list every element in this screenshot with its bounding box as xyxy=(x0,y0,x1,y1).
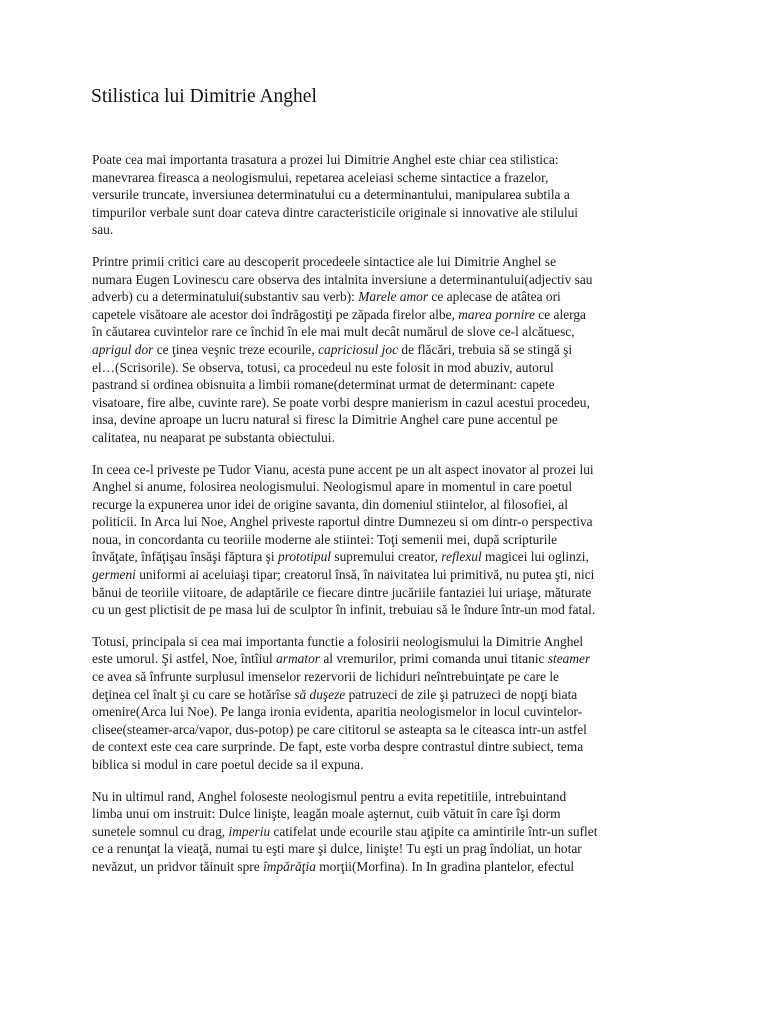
text-run: capetele visătoare ale acestor doi îndrăgostiţi pe zăpada firelor albe, xyxy=(92,306,459,322)
text-run: ce avea să înfrunte surplusul imenselor rezervorii de lichiduri neîntrebuinţate pe care le xyxy=(92,669,559,685)
paragraph xyxy=(92,253,714,447)
text-line xyxy=(92,323,714,341)
text-run: limba unui om instruit: Dulce linişte, leagăn moale aşternut, cuib vătuit în care îşi dorm xyxy=(92,806,561,822)
text-line xyxy=(92,566,714,584)
paragraph xyxy=(92,633,714,774)
text-run: omenire(Arca lui Noe). Pe langa ironia evidenta, aparitia neologismelor in locul cuvintelor- xyxy=(92,704,583,720)
paragraph xyxy=(92,151,714,239)
text-line xyxy=(92,341,714,359)
text-run: ce a renunţat la vieaţă, numai tu eşti mare şi dulce, linişte! Tu eşti un prag îndoliat, un hotar xyxy=(92,841,582,857)
text-line xyxy=(92,204,714,222)
text-line xyxy=(92,601,714,619)
text-line xyxy=(92,650,714,668)
text-run: deţinea cel înalt şi cu care se hotărîse xyxy=(92,686,295,702)
text-run: în căutarea cuvintelor rare ce închid în ele mai mult decât numărul de slove ce-l alcătuesc, xyxy=(92,324,575,340)
italic-phrase: să duşeze xyxy=(294,686,346,702)
text-line xyxy=(92,548,714,566)
text-run: calitatea, nu neaparat pe substanta obiectului. xyxy=(92,429,335,445)
text-run: el…(Scrisorile). Se observa, totusi, ca procedeul nu este folosit in mod abuziv, autorul xyxy=(92,359,554,375)
text-run: bănui de teoriile viitoare, de adaptările ce fiecare dintre jucăriile fantaziei lui uriaşe, măturate xyxy=(92,584,592,600)
italic-phrase: marea pornire xyxy=(458,306,535,322)
text-run: Printre primii critici care au descoperit procedeele sintactice ale lui Dimitrie Anghel se xyxy=(92,253,557,269)
text-line xyxy=(92,478,714,496)
text-line xyxy=(92,271,714,289)
text-run: insa, devine aproape un lucru natural si firesc la Dimitrie Anghel care pune accentul pe xyxy=(92,412,558,428)
text-run: visatoare, fire albe, cuvinte rare). Se poate vorbi despre manierism in cazul acestui procedeu, xyxy=(92,394,590,410)
text-run: manevrarea fireasca a neologismului, repetarea aceleiasi scheme sintactice a frazelor, xyxy=(92,169,549,185)
text-line xyxy=(92,429,714,447)
paragraph xyxy=(92,788,714,876)
text-line xyxy=(92,633,714,651)
italic-phrase: armator xyxy=(276,651,321,667)
text-run: magicei lui oglinzi, xyxy=(481,549,589,565)
text-line xyxy=(92,169,714,187)
document-body xyxy=(92,151,714,890)
text-line xyxy=(92,721,714,739)
text-run: morţii(Morfina). In In gradina plantelor, efectul xyxy=(315,858,575,874)
text-line xyxy=(92,359,714,377)
text-line xyxy=(92,394,714,412)
italic-phrase: imperiu xyxy=(228,823,271,839)
text-line xyxy=(92,668,714,686)
italic-phrase: steamer xyxy=(547,651,591,667)
text-run: Totusi, principala si cea mai importanta functie a folosirii neologismului la Dimitrie Anghel xyxy=(92,633,584,649)
text-run: de context este cea care surprinde. De fapt, este vorba despre contrastul dintre subiect, tema xyxy=(92,739,584,755)
text-run: Anghel si anume, folosirea neologismului. Neologismul apare in momentul in care poetul xyxy=(92,479,573,495)
text-line xyxy=(92,805,714,823)
text-line xyxy=(92,756,714,774)
text-line xyxy=(92,738,714,756)
text-run: sunetele somnul cu drag, xyxy=(92,823,229,839)
text-run: este umorul. Şi astfel, Noe, întîiul xyxy=(92,651,277,667)
text-line xyxy=(92,151,714,169)
text-run: Nu in ultimul rand, Anghel foloseste neologismul pentru a evita repetitiile, intrebuintand xyxy=(92,788,567,804)
text-run: cu un gest plictisit de pe masa lui de sculptor în infinit, trebuiau să le îndure într-un mod fatal. xyxy=(92,602,596,618)
text-run: patruzeci de zile şi patruzeci de nopţi biata xyxy=(345,686,578,702)
text-line xyxy=(92,686,714,704)
text-run: recurge la expunerea unor idei de origine savanta, din domeniul stiintelor, al filosofiei, al xyxy=(92,496,568,512)
text-run: clisee(steamer-arca/vapor, dus-potop) pe care cititorul se asteapta sa le citeasca intr-un astfel xyxy=(92,721,587,737)
text-run: sau. xyxy=(92,222,114,238)
text-run: biblica si modul in care poetul decide sa il expuna. xyxy=(92,757,364,772)
text-run: noua, in concordanta cu teoriile moderne ale stiintei: Toţi semenii mei, după scripturile xyxy=(92,531,558,547)
document-title: Stilistica lui Dimitrie Anghel xyxy=(91,86,317,107)
text-line xyxy=(92,461,714,479)
text-line xyxy=(92,411,714,429)
text-line xyxy=(92,584,714,602)
text-run: ce ţinea veşnic treze ecourile, xyxy=(153,341,319,357)
text-run: timpurilor verbale sunt doar cateva dintre caracteristicile originale si innovative ale stilului xyxy=(92,204,578,220)
text-line xyxy=(92,288,714,306)
text-run: numara Eugen Lovinescu care observa des intalnita inversiune a determinantului(adjectiv sau xyxy=(92,271,593,287)
text-run: nevăzut, un pridvor tăinuit spre xyxy=(92,858,264,874)
text-run: supremului creator, xyxy=(331,549,442,565)
text-line xyxy=(92,513,714,531)
text-line xyxy=(92,788,714,806)
text-line xyxy=(92,703,714,721)
text-run: al vremurilor, primi comanda unui titanic xyxy=(320,651,548,667)
text-line xyxy=(92,221,714,239)
text-run: versurile truncate, inversiunea determinatului cu a determinantului, manipularea subtila a xyxy=(92,187,570,203)
text-run: In ceea ce-l priveste pe Tudor Vianu, acesta pune accent pe un alt aspect inovator al prozei lui xyxy=(92,461,594,477)
text-line xyxy=(92,823,714,841)
text-line xyxy=(92,253,714,271)
italic-phrase: aprigul dor xyxy=(92,341,154,357)
text-line xyxy=(92,840,714,858)
italic-phrase: capriciosul joc xyxy=(318,341,399,357)
italic-phrase: prototipul xyxy=(277,549,332,565)
italic-phrase: Marele amor xyxy=(358,289,429,305)
text-run: învăţate, înfăţişau însăşi făptura şi xyxy=(92,549,278,565)
text-run: politicii. In Arca lui Noe, Anghel priveste raportul dintre Dumnezeu si om dintr-o perspectiva xyxy=(92,514,593,530)
text-run: Poate cea mai importanta trasatura a prozei lui Dimitrie Anghel este chiar cea stilistica: xyxy=(92,152,559,167)
text-run: catifelat unde ecourile stau aţipite ca amintirile într-un suflet xyxy=(270,823,598,839)
text-run: ce aplecase de atâtea ori xyxy=(428,289,561,305)
text-line xyxy=(92,496,714,514)
text-run: pastrand si ordinea obisnuita a limbii romane(determinat urmat de determinant: capete xyxy=(92,377,555,393)
italic-phrase: germeni xyxy=(92,567,136,583)
paragraph xyxy=(92,461,714,619)
text-line xyxy=(92,306,714,324)
text-line xyxy=(92,186,714,204)
italic-phrase: reflexul xyxy=(441,549,482,565)
text-line xyxy=(92,858,714,876)
text-run: adverb) cu a determinatului(substantiv sau verb): xyxy=(92,289,359,305)
text-run: ce alerga xyxy=(534,306,586,322)
italic-phrase: împărăţia xyxy=(263,858,316,874)
text-line xyxy=(92,531,714,549)
text-line xyxy=(92,376,714,394)
text-run: uniformi ai aceluiaşi tipar; creatorul însă, în naivitatea lui primitivă, nu putea şti, nici xyxy=(135,567,595,583)
text-run: de flăcări, trebuia să se stingă şi xyxy=(398,341,573,357)
